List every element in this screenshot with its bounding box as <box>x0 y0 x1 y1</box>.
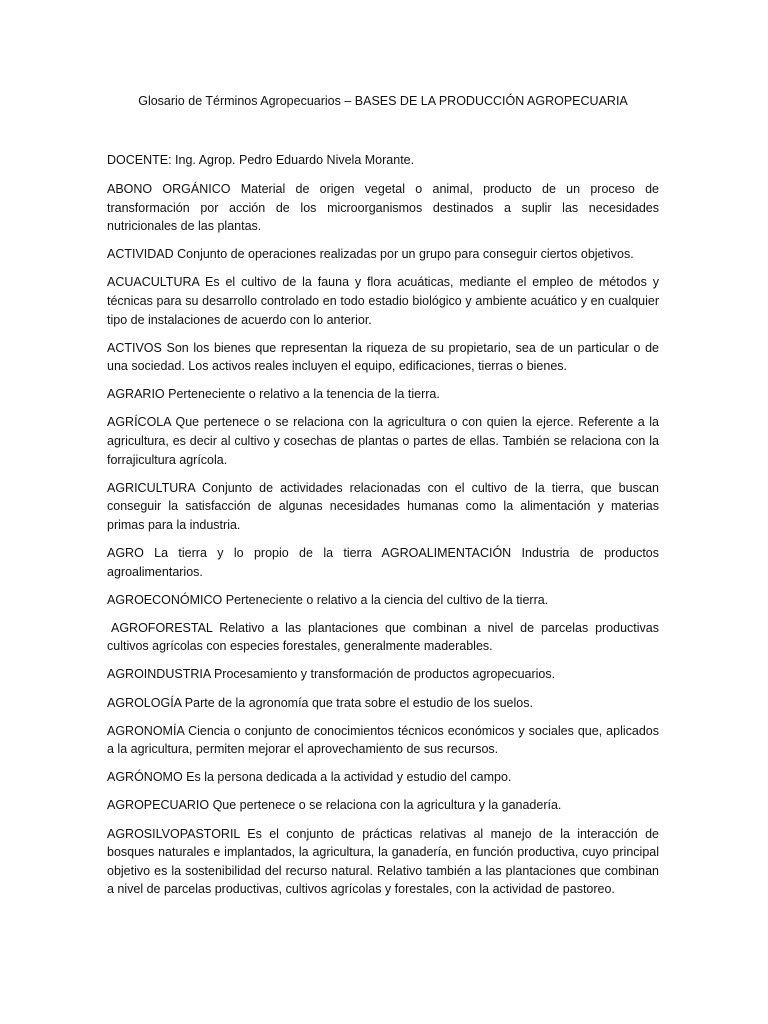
glossary-entry: AGROFORESTAL Relativo a las plantaciones que combinan a nivel de parcelas productivas cultivos agrícolas con especies forestales, generalmente maderables. <box>107 620 659 654</box>
glossary-entry: ACTIVIDAD Conjunto de operaciones realizadas por un grupo para conseguir ciertos objetivos. <box>107 247 634 262</box>
glossary-entry: AGRÓNOMO Es la persona dedicada a la actividad y estudio del campo. <box>107 770 512 785</box>
glossary-entry: AGROECONÓMICO Perteneciente o relativo a la ciencia del cultivo de la tierra. <box>107 592 549 607</box>
glossary-entry: AGRICULTURA Conjunto de actividades relacionadas con el cultivo de la tierra, que buscan conseguir la satisfacción de algunas necesidades humanas como la alimentación y materias primas para la industria. <box>107 480 659 532</box>
glossary-entry: AGRO La tierra y lo propio de la tierra AGROALIMENTACIÓN Industria de productos agroalimentarios. <box>107 546 659 579</box>
glossary-entry: AGRÍCOLA Que pertenece o se relaciona con la agricultura o con quien la ejerce. Referente a la agricultura, es decir al cultivo y cosechas de plantas o partes de ellas. También se relaciona con la forrajicultura agrícola. <box>107 415 659 467</box>
docente-line: DOCENTE: Ing. Agrop. Pedro Eduardo Nivela Morante. <box>107 153 415 167</box>
glossary-entry: AGROPECUARIO Que pertenece o se relaciona con la agricultura y la ganadería. <box>107 798 562 813</box>
document-title: Glosario de Términos Agropecuarios – BASES DE LA PRODUCCIÓN AGROPECUARIA <box>138 94 628 108</box>
glossary-entry: ABONO ORGÁNICO Material de origen vegetal o animal, producto de un proceso de transformación por acción de los microorganismos destinados a suplir las necesidades nutricionales de las plantas. <box>107 182 659 234</box>
glossary-entry: AGRARIO Perteneciente o relativo a la tenencia de la tierra. <box>107 387 440 402</box>
glossary-entry: ACUACULTURA Es el cultivo de la fauna y flora acuáticas, mediante el empleo de métodos y técnicas para su desarrollo controlado en todo estadio biológico y ambiente acuático y en cualquier tipo de instalaciones de acuerdo con lo anterior. <box>107 275 659 327</box>
glossary-entry: AGROINDUSTRIA Procesamiento y transformación de productos agropecuarios. <box>107 667 556 682</box>
glossary-entry: AGRONOMÍA Ciencia o conjunto de conocimientos técnicos económicos y sociales que, aplicados a la agricultura, permiten mejorar el aprovechamiento de sus recursos. <box>107 723 659 757</box>
glossary-entry: ACTIVOS Son los bienes que representan la riqueza de su propietario, sea de un particular o de una sociedad. Los activos reales incluyen el equipo, edificaciones, tierras o bienes. <box>107 340 659 374</box>
glossary-entry: AGROLOGÍA Parte de la agronomía que trata sobre el estudio de los suelos. <box>107 695 533 710</box>
glossary-entry: AGROSILVOPASTORIL Es el conjunto de prácticas relativas al manejo de la interacción de bosques naturales e implantados, la agricultura, la ganadería, en función productiva, cuyo principal objetivo es la sostenibilidad del recurso natural. Relativo también a las plantaciones que combinan a nivel de parcelas productivas, cultivos agrícolas y forestales, con la actividad de pastoreo. <box>107 826 659 897</box>
